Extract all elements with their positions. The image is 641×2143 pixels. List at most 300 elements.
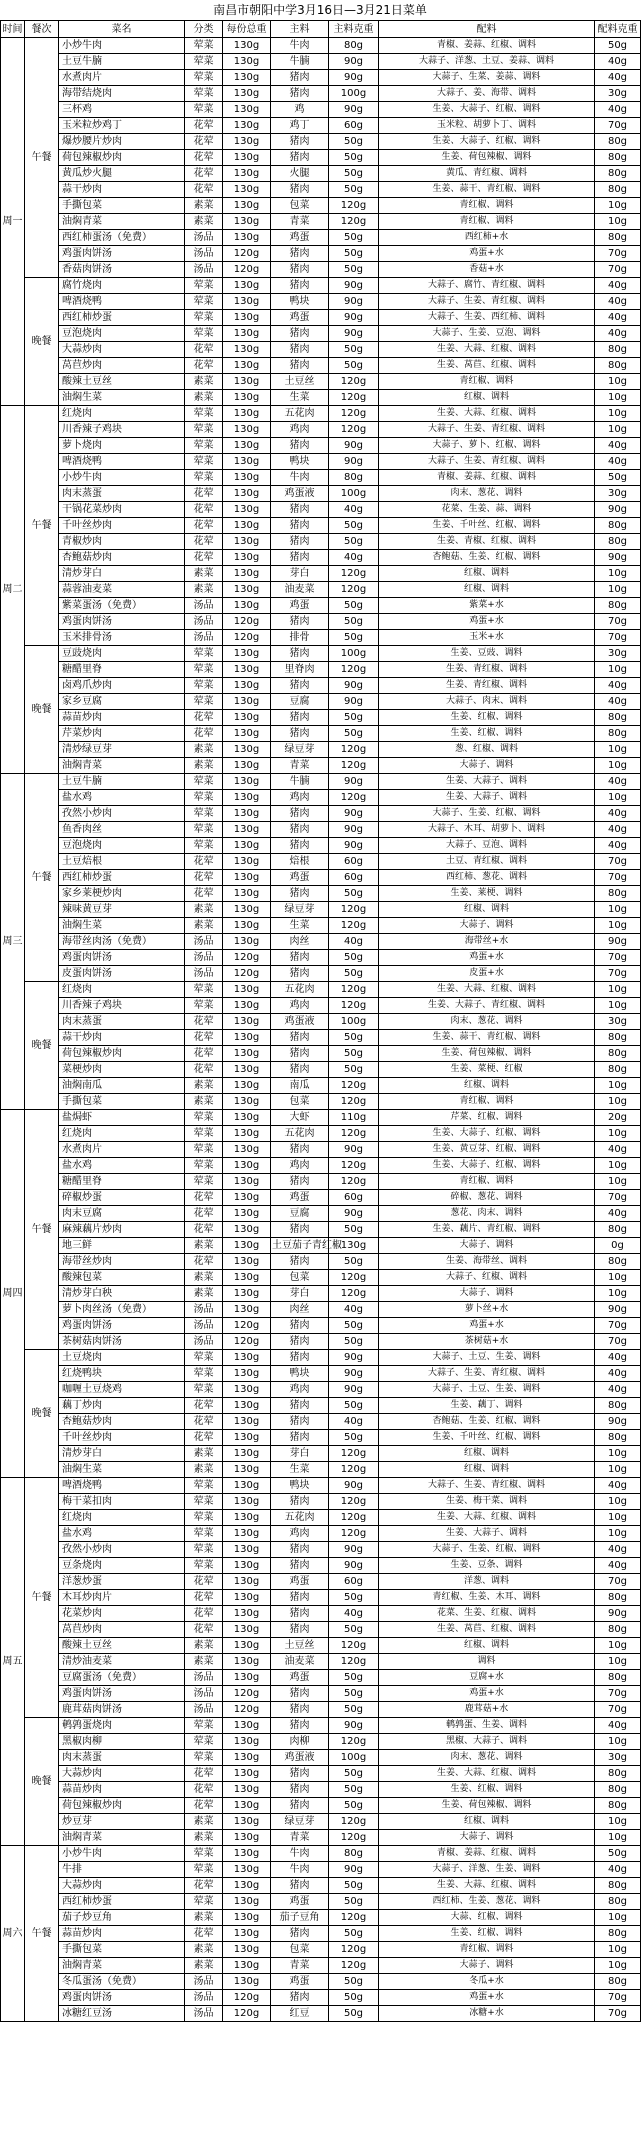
main-ingredient: 鸡蛋液 <box>271 1014 329 1030</box>
category: 荤菜 <box>185 694 223 710</box>
category: 荤菜 <box>185 278 223 294</box>
main-weight: 50g <box>329 1990 379 2006</box>
side-ingredients: 生姜、豆条、调料 <box>379 1558 595 1574</box>
menu-row <box>1 1590 641 1606</box>
category: 荤菜 <box>185 774 223 790</box>
main-ingredient: 猪肉 <box>271 438 329 454</box>
category: 荤菜 <box>185 1750 223 1766</box>
side-weight: 80g <box>595 182 641 198</box>
main-weight: 50g <box>329 230 379 246</box>
category: 素菜 <box>185 1446 223 1462</box>
main-ingredient: 芽白 <box>271 1286 329 1302</box>
menu-row <box>1 1398 641 1414</box>
dish-name: 萝卜烧肉 <box>59 438 185 454</box>
category: 荤菜 <box>185 1542 223 1558</box>
dish-name: 油焖生菜 <box>59 1462 185 1478</box>
menu-row <box>1 1046 641 1062</box>
main-ingredient: 茄子豆角 <box>271 1910 329 1926</box>
menu-row <box>1 38 641 54</box>
main-ingredient: 猪肉 <box>271 646 329 662</box>
dish-name: 黑椒肉柳 <box>59 1734 185 1750</box>
category: 花荤 <box>185 486 223 502</box>
side-ingredients: 大蒜子、肉末、调料 <box>379 694 595 710</box>
category: 花荤 <box>185 534 223 550</box>
portion-weight: 130g <box>223 1446 271 1462</box>
portion-weight: 130g <box>223 422 271 438</box>
side-ingredients: 生姜、大蒜、红椒、调料 <box>379 982 595 998</box>
main-ingredient: 猪肉 <box>271 1590 329 1606</box>
side-ingredients: 葱、红椒、调料 <box>379 742 595 758</box>
side-weight: 40g <box>595 1478 641 1494</box>
side-weight: 90g <box>595 1414 641 1430</box>
menu-row <box>1 518 641 534</box>
category: 荤菜 <box>185 1110 223 1126</box>
menu-row <box>1 1222 641 1238</box>
portion-weight: 130g <box>223 294 271 310</box>
menu-row <box>1 1014 641 1030</box>
side-ingredients: 调料 <box>379 1654 595 1670</box>
side-weight: 70g <box>595 1574 641 1590</box>
category: 汤品 <box>185 246 223 262</box>
main-weight: 50g <box>329 598 379 614</box>
menu-row <box>1 230 641 246</box>
dish-name: 鸡蛋肉饼汤 <box>59 950 185 966</box>
main-weight: 120g <box>329 406 379 422</box>
portion-weight: 130g <box>223 102 271 118</box>
category: 素菜 <box>185 1814 223 1830</box>
menu-row <box>1 806 641 822</box>
menu-row <box>1 54 641 70</box>
side-ingredients: 土豆、青红椒、调料 <box>379 854 595 870</box>
portion-weight: 130g <box>223 550 271 566</box>
menu-row <box>1 1206 641 1222</box>
menu-row <box>1 598 641 614</box>
side-ingredients: 生姜、藕片、青红椒、调料 <box>379 1222 595 1238</box>
dish-name: 梅干菜扣肉 <box>59 1494 185 1510</box>
portion-weight: 120g <box>223 950 271 966</box>
category: 花荤 <box>185 1766 223 1782</box>
menu-row <box>1 246 641 262</box>
main-ingredient: 鸡蛋 <box>271 230 329 246</box>
portion-weight: 130g <box>223 1574 271 1590</box>
dish-name: 糖醋里脊 <box>59 662 185 678</box>
side-ingredients: 大蒜子、豆泡、调料 <box>379 838 595 854</box>
side-ingredients: 红椒、调料 <box>379 1638 595 1654</box>
dish-name: 冰糖红豆汤 <box>59 2006 185 2022</box>
portion-weight: 130g <box>223 486 271 502</box>
menu-row <box>1 566 641 582</box>
header-main-weight: 主料克重 <box>329 21 379 38</box>
portion-weight: 130g <box>223 742 271 758</box>
side-ingredients: 生姜、大蒜子、红椒、调料 <box>379 1158 595 1174</box>
main-ingredient: 猪肉 <box>271 134 329 150</box>
portion-weight: 130g <box>223 1222 271 1238</box>
side-ingredients: 西红柿、葱花、调料 <box>379 870 595 886</box>
main-weight: 120g <box>329 982 379 998</box>
main-ingredient: 鸭块 <box>271 1478 329 1494</box>
portion-weight: 120g <box>223 2006 271 2022</box>
dish-name: 千叶丝炒肉 <box>59 518 185 534</box>
category: 荤菜 <box>185 982 223 998</box>
dish-name: 鸡蛋肉饼汤 <box>59 1686 185 1702</box>
category: 素菜 <box>185 1462 223 1478</box>
side-ingredients: 大蒜子、土豆、生姜、调料 <box>379 1382 595 1398</box>
category: 花荤 <box>185 1398 223 1414</box>
dish-name: 茄子炒豆角 <box>59 1910 185 1926</box>
category: 花荤 <box>185 150 223 166</box>
dish-name: 小炒牛肉 <box>59 38 185 54</box>
side-ingredients: 生姜、豆豉、调料 <box>379 646 595 662</box>
main-weight: 50g <box>329 1046 379 1062</box>
category: 花荤 <box>185 118 223 134</box>
menu-row <box>1 1286 641 1302</box>
main-ingredient: 鸡蛋液 <box>271 486 329 502</box>
dish-name: 洋葱炒蛋 <box>59 1574 185 1590</box>
main-weight: 120g <box>329 902 379 918</box>
main-ingredient: 猪肉 <box>271 1030 329 1046</box>
dish-name: 小炒牛肉 <box>59 1846 185 1862</box>
side-ingredients: 生姜、藕丁、调料 <box>379 1398 595 1414</box>
dish-name: 大蒜炒肉 <box>59 1766 185 1782</box>
category: 汤品 <box>185 1974 223 1990</box>
category: 花荤 <box>185 518 223 534</box>
side-weight: 20g <box>595 1110 641 1126</box>
side-weight: 40g <box>595 806 641 822</box>
portion-weight: 130g <box>223 934 271 950</box>
category: 汤品 <box>185 630 223 646</box>
portion-weight: 130g <box>223 1014 271 1030</box>
category: 素菜 <box>185 758 223 774</box>
main-ingredient: 肉柳 <box>271 1734 329 1750</box>
menu-row <box>1 1782 641 1798</box>
portion-weight: 130g <box>223 870 271 886</box>
category: 素菜 <box>185 742 223 758</box>
portion-weight: 130g <box>223 342 271 358</box>
dish-name: 炒豆芽 <box>59 1814 185 1830</box>
category: 花荤 <box>185 342 223 358</box>
dish-name: 大蒜炒肉 <box>59 1878 185 1894</box>
side-ingredients: 肉末、葱花、调料 <box>379 1014 595 1030</box>
dish-name: 鹿茸菇肉饼汤 <box>59 1702 185 1718</box>
dish-name: 蒜干炒肉 <box>59 1030 185 1046</box>
main-ingredient: 猪肉 <box>271 502 329 518</box>
side-ingredients: 生姜、大蒜、红椒、调料 <box>379 1510 595 1526</box>
side-weight: 10g <box>595 1526 641 1542</box>
main-ingredient: 猪肉 <box>271 326 329 342</box>
dish-name: 蒜蓉油麦菜 <box>59 582 185 598</box>
dish-name: 玉米排骨汤 <box>59 630 185 646</box>
category: 荤菜 <box>185 662 223 678</box>
category: 汤品 <box>185 1702 223 1718</box>
portion-weight: 130g <box>223 1830 271 1846</box>
portion-weight: 130g <box>223 1190 271 1206</box>
category: 素菜 <box>185 1238 223 1254</box>
main-ingredient: 猪肉 <box>271 534 329 550</box>
main-ingredient: 牛腩 <box>271 54 329 70</box>
side-weight: 80g <box>595 1622 641 1638</box>
category: 花荤 <box>185 726 223 742</box>
category: 荤菜 <box>185 1494 223 1510</box>
side-weight: 10g <box>595 1174 641 1190</box>
category: 花荤 <box>185 1014 223 1030</box>
main-weight: 120g <box>329 1494 379 1510</box>
header-time: 时间 <box>1 21 25 38</box>
main-weight: 50g <box>329 2006 379 2022</box>
header-portion-weight: 每份总重 <box>223 21 271 38</box>
portion-weight: 130g <box>223 1062 271 1078</box>
main-weight: 120g <box>329 1526 379 1542</box>
side-weight: 40g <box>595 1558 641 1574</box>
side-weight: 30g <box>595 486 641 502</box>
side-weight: 10g <box>595 1446 641 1462</box>
side-ingredients: 大蒜子、腐竹、青红椒、调料 <box>379 278 595 294</box>
category: 汤品 <box>185 950 223 966</box>
menu-row <box>1 982 641 998</box>
main-ingredient: 猪肉 <box>271 1414 329 1430</box>
main-weight: 50g <box>329 1398 379 1414</box>
category: 汤品 <box>185 1990 223 2006</box>
menu-row <box>1 86 641 102</box>
portion-weight: 130g <box>223 1206 271 1222</box>
dish-name: 红烧肉 <box>59 982 185 998</box>
menu-row <box>1 1638 641 1654</box>
dish-name: 杏鲍菇炒肉 <box>59 550 185 566</box>
side-ingredients: 豆腐+水 <box>379 1670 595 1686</box>
side-weight: 80g <box>595 134 641 150</box>
menu-row <box>1 630 641 646</box>
side-ingredients: 鹌鹑蛋、生姜、调料 <box>379 1718 595 1734</box>
main-ingredient: 猪肉 <box>271 1046 329 1062</box>
portion-weight: 130g <box>223 694 271 710</box>
side-weight: 80g <box>595 1878 641 1894</box>
side-weight: 40g <box>595 774 641 790</box>
side-ingredients: 葱花、肉末、调料 <box>379 1206 595 1222</box>
dish-name: 杏鲍菇炒肉 <box>59 1414 185 1430</box>
main-ingredient: 南瓜 <box>271 1078 329 1094</box>
side-weight: 40g <box>595 438 641 454</box>
side-ingredients: 花菜、生姜、红椒、调料 <box>379 1606 595 1622</box>
side-ingredients: 大蒜子、土豆、生姜、调料 <box>379 1350 595 1366</box>
main-ingredient: 鸡丁 <box>271 118 329 134</box>
portion-weight: 130g <box>223 1430 271 1446</box>
category: 素菜 <box>185 214 223 230</box>
category: 素菜 <box>185 1830 223 1846</box>
portion-weight: 130g <box>223 1638 271 1654</box>
side-ingredients: 生姜、青椒、红椒、调料 <box>379 534 595 550</box>
portion-weight: 130g <box>223 646 271 662</box>
menu-row <box>1 1878 641 1894</box>
main-weight: 50g <box>329 534 379 550</box>
dish-name: 蒜苗炒肉 <box>59 710 185 726</box>
side-weight: 70g <box>595 1318 641 1334</box>
main-ingredient: 猪肉 <box>271 1334 329 1350</box>
main-weight: 50g <box>329 1222 379 1238</box>
main-ingredient: 猪肉 <box>271 1926 329 1942</box>
menu-row <box>1 1542 641 1558</box>
dish-name: 肉末蒸蛋 <box>59 1750 185 1766</box>
dish-name: 辣味黄豆芽 <box>59 902 185 918</box>
side-ingredients: 大蒜子、调料 <box>379 1958 595 1974</box>
main-weight: 90g <box>329 278 379 294</box>
side-weight: 10g <box>595 1126 641 1142</box>
side-weight: 70g <box>595 1190 641 1206</box>
side-ingredients: 玉米粒、胡萝卜丁、调料 <box>379 118 595 134</box>
portion-weight: 130g <box>223 1094 271 1110</box>
dish-name: 鱼香肉丝 <box>59 822 185 838</box>
header-row <box>1 21 641 38</box>
side-weight: 80g <box>595 1670 641 1686</box>
portion-weight: 130g <box>223 1974 271 1990</box>
side-ingredients: 生姜、青红椒、调料 <box>379 662 595 678</box>
main-weight: 50g <box>329 1430 379 1446</box>
main-weight: 50g <box>329 518 379 534</box>
dish-name: 西红柿炒蛋 <box>59 310 185 326</box>
menu-row <box>1 1974 641 1990</box>
dish-name: 大蒜炒肉 <box>59 342 185 358</box>
main-ingredient: 牛肉 <box>271 1846 329 1862</box>
category: 汤品 <box>185 934 223 950</box>
main-ingredient: 鸡蛋 <box>271 310 329 326</box>
menu-row <box>1 614 641 630</box>
menu-row <box>1 294 641 310</box>
category: 花荤 <box>185 886 223 902</box>
dish-name: 皮蛋肉饼汤 <box>59 966 185 982</box>
menu-row <box>1 1526 641 1542</box>
menu-row <box>1 1606 641 1622</box>
dish-name: 家乡豆腐 <box>59 694 185 710</box>
menu-row <box>1 1142 641 1158</box>
menu-row <box>1 998 641 1014</box>
menu-row <box>1 1926 641 1942</box>
menu-row <box>1 918 641 934</box>
category: 汤品 <box>185 614 223 630</box>
main-weight: 120g <box>329 1446 379 1462</box>
portion-weight: 130g <box>223 902 271 918</box>
dish-name: 芹菜炒肉 <box>59 726 185 742</box>
portion-weight: 130g <box>223 1862 271 1878</box>
side-weight: 40g <box>595 454 641 470</box>
side-ingredients: 生姜、红椒、调料 <box>379 1926 595 1942</box>
menu-row <box>1 278 641 294</box>
side-weight: 40g <box>595 102 641 118</box>
category: 荤菜 <box>185 678 223 694</box>
side-ingredients: 萝卜丝+水 <box>379 1302 595 1318</box>
side-ingredients: 红椒、调料 <box>379 566 595 582</box>
portion-weight: 130g <box>223 1286 271 1302</box>
main-weight: 120g <box>329 742 379 758</box>
menu-row <box>1 1446 641 1462</box>
side-ingredients: 生姜、红椒、调料 <box>379 710 595 726</box>
main-ingredient: 猪肉 <box>271 1142 329 1158</box>
category: 荤菜 <box>185 54 223 70</box>
main-weight: 120g <box>329 1830 379 1846</box>
category: 花荤 <box>185 1782 223 1798</box>
dish-name: 腐竹烧肉 <box>59 278 185 294</box>
portion-weight: 130g <box>223 998 271 1014</box>
dish-name: 青椒炒肉 <box>59 534 185 550</box>
dish-name: 冬瓜蛋汤（免费） <box>59 1974 185 1990</box>
main-weight: 90g <box>329 326 379 342</box>
dish-name: 荷包辣椒炒肉 <box>59 1046 185 1062</box>
menu-row <box>1 1414 641 1430</box>
side-ingredients: 洋葱、调料 <box>379 1574 595 1590</box>
menu-row <box>1 662 641 678</box>
main-ingredient: 猪肉 <box>271 86 329 102</box>
portion-weight: 130g <box>223 1910 271 1926</box>
dish-name: 糖醋里脊 <box>59 1174 185 1190</box>
dish-name: 豆豉烧肉 <box>59 646 185 662</box>
menu-row <box>1 1846 641 1862</box>
main-ingredient: 鸡蛋 <box>271 598 329 614</box>
main-weight: 50g <box>329 1334 379 1350</box>
side-weight: 70g <box>595 246 641 262</box>
category: 荤菜 <box>185 422 223 438</box>
category: 花荤 <box>185 502 223 518</box>
portion-weight: 130g <box>223 390 271 406</box>
main-ingredient: 油麦菜 <box>271 582 329 598</box>
menu-row <box>1 406 641 422</box>
portion-weight: 130g <box>223 278 271 294</box>
side-weight: 80g <box>595 598 641 614</box>
portion-weight: 130g <box>223 1462 271 1478</box>
main-weight: 110g <box>329 1110 379 1126</box>
side-ingredients: 大蒜子、姜、海带、调料 <box>379 86 595 102</box>
portion-weight: 130g <box>223 598 271 614</box>
portion-weight: 130g <box>223 1846 271 1862</box>
main-ingredient: 鸡肉 <box>271 1526 329 1542</box>
side-ingredients: 大蒜子、生姜、豆泡、调料 <box>379 326 595 342</box>
category: 荤菜 <box>185 822 223 838</box>
portion-weight: 130g <box>223 822 271 838</box>
dish-name: 孜然小炒肉 <box>59 1542 185 1558</box>
category: 汤品 <box>185 1334 223 1350</box>
dish-name: 红烧肉 <box>59 1510 185 1526</box>
menu-row <box>1 102 641 118</box>
portion-weight: 130g <box>223 1254 271 1270</box>
main-weight: 50g <box>329 1254 379 1270</box>
category: 荤菜 <box>185 838 223 854</box>
main-ingredient: 鸡蛋 <box>271 1894 329 1910</box>
dish-name: 小炒牛肉 <box>59 470 185 486</box>
side-ingredients: 杏鲍菇、生姜、红椒、调料 <box>379 550 595 566</box>
side-weight: 10g <box>595 998 641 1014</box>
side-weight: 50g <box>595 38 641 54</box>
menu-row <box>1 1190 641 1206</box>
dish-name: 玉米粒炒鸡丁 <box>59 118 185 134</box>
side-ingredients: 生姜、大蒜子、青红椒、调料 <box>379 998 595 1014</box>
side-ingredients: 青红椒、调料 <box>379 198 595 214</box>
side-weight: 80g <box>595 1030 641 1046</box>
side-weight: 40g <box>595 1366 641 1382</box>
main-weight: 120g <box>329 1510 379 1526</box>
side-ingredients: 大蒜子、木耳、胡萝卜、调料 <box>379 822 595 838</box>
dish-name: 爆炒腰片炒肉 <box>59 134 185 150</box>
dish-name: 酸辣土豆丝 <box>59 374 185 390</box>
side-ingredients: 大蒜子、生姜、青红椒、调料 <box>379 1478 595 1494</box>
category: 素菜 <box>185 1270 223 1286</box>
main-ingredient: 猪肉 <box>271 262 329 278</box>
category: 素菜 <box>185 1286 223 1302</box>
side-weight: 90g <box>595 550 641 566</box>
dish-name: 手撕包菜 <box>59 198 185 214</box>
side-weight: 40g <box>595 1206 641 1222</box>
main-ingredient: 猪肉 <box>271 1254 329 1270</box>
menu-row <box>1 1510 641 1526</box>
main-ingredient: 油麦菜 <box>271 1654 329 1670</box>
menu-row <box>1 838 641 854</box>
side-ingredients: 生姜、大蒜子、调料 <box>379 790 595 806</box>
portion-weight: 130g <box>223 886 271 902</box>
